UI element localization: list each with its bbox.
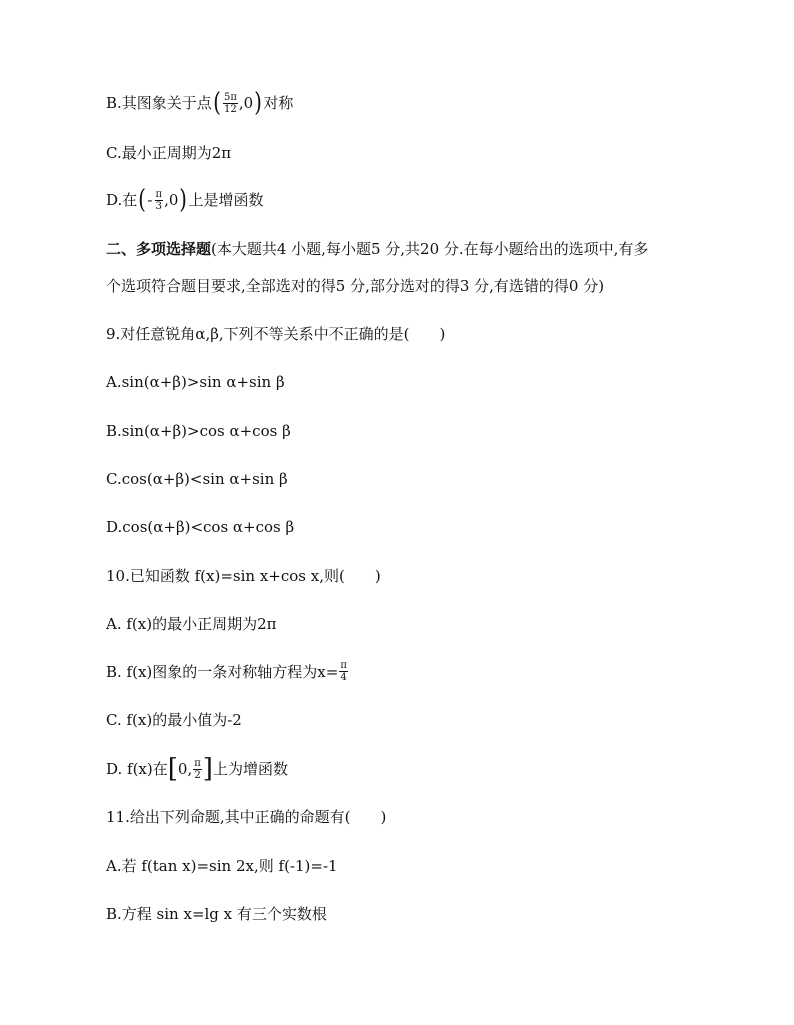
q10-option-a bbox=[106, 613, 277, 635]
section-description-line1: (本大题共4 小题,每小题5 分,共20 分.在每小题给出的选项中,有多 bbox=[211, 240, 649, 258]
q8-option-d-suffix: 上是增函数 bbox=[188, 191, 264, 209]
fraction bbox=[155, 189, 164, 212]
q8-option-d bbox=[106, 187, 264, 213]
interval-rest: ,0 bbox=[164, 191, 179, 209]
section-description-continued bbox=[106, 275, 604, 297]
fraction-numerator: 5π bbox=[223, 91, 237, 103]
q10-option-c bbox=[106, 709, 242, 731]
interval-start: 0, bbox=[177, 760, 193, 778]
q9-stem-text: 9.对任意锐角α,β,下列不等关系中不正确的是( ) bbox=[106, 325, 446, 343]
q9-stem bbox=[106, 323, 445, 345]
fraction-denominator: 3 bbox=[155, 200, 162, 212]
q9-option-b bbox=[106, 420, 291, 442]
fraction-denominator: 2 bbox=[194, 769, 201, 781]
q10-option-a-text: A. f(x)的最小正周期为2π bbox=[106, 615, 277, 633]
q11-stem bbox=[106, 806, 386, 828]
q8-option-b-prefix: B.其图象关于点 bbox=[106, 94, 212, 112]
q10-stem bbox=[106, 565, 381, 587]
fraction-numerator: π bbox=[194, 757, 201, 769]
left-paren: ( bbox=[138, 185, 147, 215]
q9-option-b-text: B.sin(α+β)>cos α+cos β bbox=[106, 422, 291, 440]
q9-option-c bbox=[106, 468, 288, 490]
q10-option-d-prefix: D. f(x)在 bbox=[106, 760, 168, 778]
q11-option-a-text: A.若 f(tan x)=sin 2x,则 f(-1)=-1 bbox=[106, 857, 338, 875]
right-paren: ) bbox=[179, 185, 188, 215]
fraction-numerator: π bbox=[155, 188, 163, 200]
fraction-denominator: 4 bbox=[340, 672, 347, 683]
q9-option-c-text: C.cos(α+β)<sin α+sin β bbox=[106, 470, 288, 488]
q10-option-b bbox=[106, 660, 349, 683]
point-rest: ,0 bbox=[238, 94, 254, 112]
right-paren: ) bbox=[254, 88, 263, 118]
q10-option-b-prefix: B. f(x)图象的一条对称轴方程为x= bbox=[106, 662, 339, 681]
q8-option-b-suffix: 对称 bbox=[263, 94, 294, 112]
q11-option-b bbox=[106, 903, 327, 925]
q8-option-c-text: C.最小正周期为2π bbox=[106, 144, 232, 162]
q8-option-d-prefix: D.在 bbox=[106, 191, 138, 209]
fraction bbox=[193, 758, 202, 781]
q10-option-d bbox=[106, 756, 288, 782]
q11-stem-text: 11.给出下列命题,其中正确的命题有( ) bbox=[106, 808, 387, 826]
left-bracket: [ bbox=[167, 754, 178, 784]
q9-option-d-text: D.cos(α+β)<cos α+cos β bbox=[106, 518, 295, 536]
section-title: 二、多项选择题 bbox=[106, 240, 212, 258]
minus-sign: - bbox=[147, 191, 153, 209]
section-description-line2: 个选项符合题目要求,全部选对的得5 分,部分选对的得3 分,有选错的得0 分) bbox=[106, 277, 605, 295]
q8-option-c bbox=[106, 142, 231, 164]
q8-option-b bbox=[106, 90, 293, 116]
section-heading bbox=[106, 238, 648, 260]
fraction-denominator: 12 bbox=[224, 103, 237, 115]
q9-option-a-text: A.sin(α+β)>sin α+sin β bbox=[106, 373, 285, 391]
fraction-numerator: π bbox=[340, 660, 347, 671]
q10-option-c-text: C. f(x)的最小值为-2 bbox=[106, 711, 242, 729]
q11-option-a bbox=[106, 855, 338, 877]
q10-option-d-suffix: 上为增函数 bbox=[212, 760, 288, 778]
fraction bbox=[339, 660, 348, 683]
fraction bbox=[223, 92, 238, 115]
q9-option-a bbox=[106, 371, 285, 393]
q11-option-b-text: B.方程 sin x=lg x 有三个实数根 bbox=[106, 905, 327, 923]
left-paren: ( bbox=[213, 88, 221, 118]
right-bracket: ] bbox=[202, 754, 213, 784]
q10-stem-text: 10.已知函数 f(x)=sin x+cos x,则( ) bbox=[106, 567, 381, 585]
q9-option-d bbox=[106, 516, 294, 538]
